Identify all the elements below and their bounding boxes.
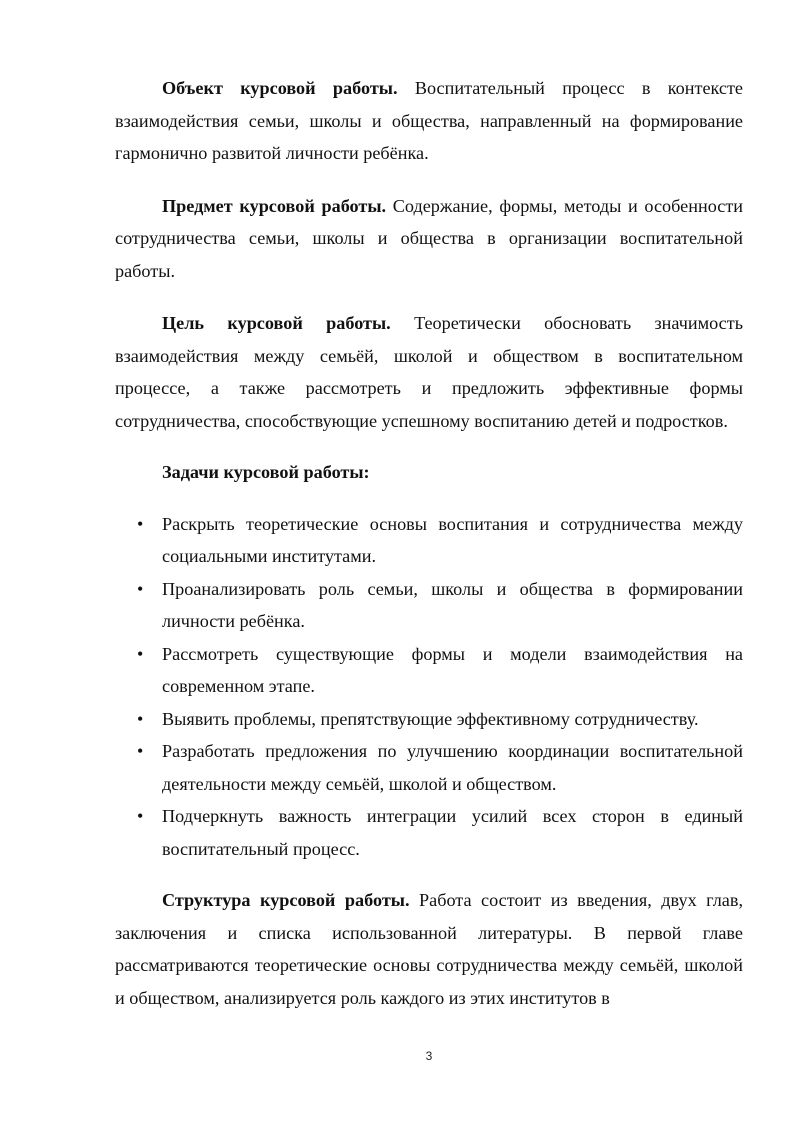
bullet-icon: • [137, 741, 144, 761]
object-label: Объект курсовой работы. [162, 78, 398, 98]
subject-text: Содержание, формы, методы и особенности сотрудничества семьи, школы и общества в организации воспитательной работы. [115, 195, 744, 281]
bullet-icon: • [137, 513, 144, 534]
bullet-icon: • [137, 806, 144, 826]
list-item [115, 573, 743, 638]
tasks-heading: Задачи курсовой работы: [162, 462, 370, 482]
subject-paragraph [115, 190, 743, 288]
document-page [115, 72, 743, 1014]
goal-text: Теоретически обосновать значимость взаимодействия между семьёй, школой и обществом в воспитательном процессе, а также рассмотреть и предложить эффективные формы сотрудничества, способствующие успешному воспитанию детей и подростков. [115, 313, 743, 431]
list-item-text: Рассмотреть существующие формы и модели взаимодействия на современном этапе. [162, 643, 743, 696]
page-number: 3 [425, 1049, 433, 1063]
list-item-text: Выявить проблемы, препятствующие эффективному сотрудничеству. [162, 708, 699, 729]
bullet-icon: • [137, 643, 144, 664]
bullet-icon: • [137, 708, 144, 729]
list-item [115, 800, 743, 865]
structure-paragraph [115, 884, 743, 1014]
bullet-icon: • [137, 578, 144, 599]
goal-paragraph [115, 307, 743, 437]
list-item [115, 703, 743, 736]
structure-label: Структура курсовой работы. [162, 890, 410, 910]
object-text: Воспитательный процесс в контексте взаимодействия семьи, школы и общества, направленный на формирование гармонично развитой личности ребёнка. [115, 78, 744, 163]
list-item [115, 508, 743, 573]
structure-text: Работа состоит из введения, двух глав, заключения и списка использованной литературы. В первой главе рассматриваются теоретические основы сотрудничества между семьёй, школой и обществом, анализируется роль каждого из этих институтов в [115, 890, 743, 1008]
list-item-text: Проанализировать роль семьи, школы и общества в формировании личности ребёнка. [162, 578, 743, 631]
list-item-text: Раскрыть теоретические основы воспитания и сотрудничества между социальными институтами. [162, 513, 743, 566]
object-paragraph [115, 72, 743, 170]
subject-label: Предмет курсовой работы. [162, 195, 387, 216]
list-item-text: Подчеркнуть важность интеграции усилий всех сторон в единый воспитательный процесс. [162, 806, 743, 859]
list-item [115, 735, 743, 800]
goal-label: Цель курсовой работы. [162, 313, 391, 333]
list-item-text: Разработать предложения по улучшению координации воспитательной деятельности между семьёй, школой и обществом. [162, 741, 743, 794]
list-item [115, 638, 743, 703]
tasks-list [115, 508, 743, 866]
